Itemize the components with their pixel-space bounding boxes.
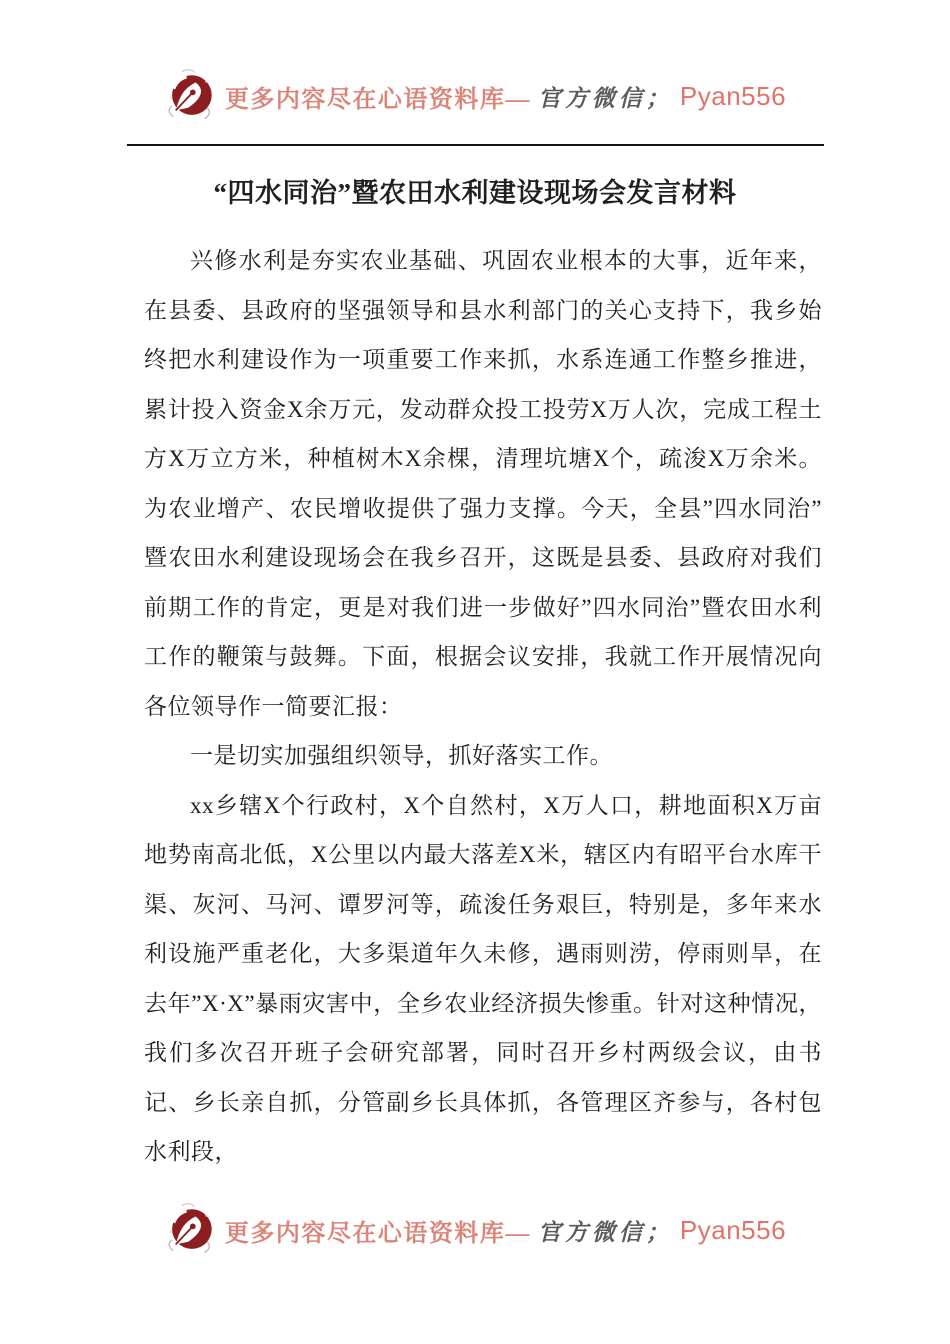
document-body [144, 236, 822, 1177]
document-title: “四水同治”暨农田水利建设现场会发言材料 [213, 178, 737, 208]
brand-text: 更多内容尽在心语资料库— [224, 86, 531, 113]
header-brand [0, 64, 950, 128]
paragraph-intro: 兴修水利是夯实农业基础、巩固农业根本的大事，近年来，在县委、县政府的坚强领导和县水利部门的关心支持下，我乡始终把水利建设作为一项重要工作来抓，水系连通工作整乡推进，累计投入资金X余万元，发动群众投工投劳X万人次，完成工程土方X万立方米，种植树木X余棵，清理坑塘X个，疏浚X万余米。为农业增产、农民增收提供了强力支撑。今天，全县”四水同治”暨农田水利建设现场会在我乡召开，这既是县委、县政府对我们前期工作的肯定，更是对我们进一步做好”四水同治”暨农田水利工作的鞭策与鼓舞。下面，根据会议安排，我就工作开展情况向各位领导作一简要汇报： [144, 248, 822, 719]
wechat-label: 官方微信； [537, 85, 673, 111]
brand-text: 更多内容尽在心语资料库— [224, 1220, 531, 1247]
wechat-id: Pyan556 [679, 80, 787, 111]
paragraph-heading-one: 一是切实加强组织领导，抓好落实工作。 [190, 743, 613, 768]
header-rule [127, 144, 824, 146]
pen-nib-logo-icon [164, 68, 218, 124]
wechat-id: Pyan556 [679, 1214, 787, 1245]
wechat-label: 官方微信； [537, 1219, 673, 1245]
pen-nib-logo-icon [164, 1202, 218, 1258]
paragraph-township-overview: xx乡辖X个行政村，X个自然村，X万人口，耕地面积X万亩地势南高北低，X公里以内最大落差X米，辖区内有昭平台水库干渠、灰河、马河、谭罗河等，疏浚任务艰巨，特别是，多年来水利设施严重老化，大多渠道年久未修，遇雨则涝，停雨则旱，在去年”X·X”暴雨灾害中，全乡农业经济损失惨重。针对这种情况，我们多次召开班子会研究部署，同时召开乡村两级会议，由书记、乡长亲自抓，分管副乡长具体抓，各管理区齐参与，各村包水利段， [144, 792, 822, 1164]
footer-brand [0, 1198, 950, 1262]
